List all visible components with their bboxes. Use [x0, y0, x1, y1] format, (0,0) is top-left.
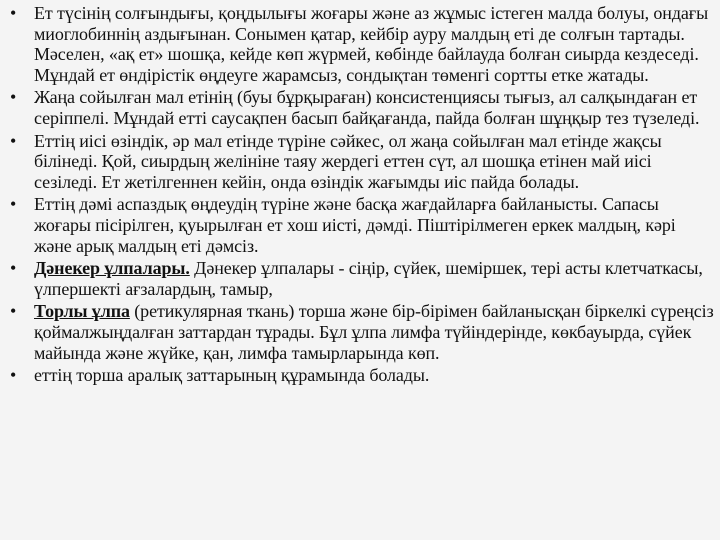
bullet-text: Жаңа сойылған мал етінің (буы бұрқыраған) консистенциясы тығыз, ал салқындаған ет серіппелі. Мұндай етті саусақпен басып байқағанда, пайда болған шұңқыр тез түзеледі. — [34, 87, 700, 128]
bullet-dot-icon: • — [10, 365, 17, 386]
bullet-list — [8, 3, 714, 386]
bullet-item-intercellular — [8, 365, 714, 386]
bullet-lead-term: Торлы ұлпа — [34, 301, 130, 322]
bullet-dot-icon: • — [10, 3, 17, 23]
bullet-text: Еттің иісі өзіндік, әр мал етінде түріне сәйкес, ол жаңа сойылған мал етінде жақсы білінеді. Қой, сиырдың желініне таяу жердегі еттен сүт, ал шошқа етінен май иісі сезіледі. Ет жетілгеннен кейін, онда өзіндік жағымды иіс пайда болады. — [34, 130, 662, 192]
bullet-dot-icon: • — [10, 130, 17, 151]
bullet-item-consistency — [8, 87, 714, 128]
bullet-item-smell — [8, 131, 714, 193]
bullet-item-connective-tissue — [8, 258, 714, 299]
bullet-text: Дәнекер ұлпалары - сіңір, сүйек, шеміршек, тері асты клетчаткасы, үлпершекті ағзалардың, тамыр, — [34, 258, 703, 299]
bullet-text: Ет түсінің солғындығы, қоңдылығы жоғары және аз жұмыс істеген малда болуы, ондағы миоглобиннің аздығынан. Сонымен қатар, кейбір ауру малдың еті де солғын тартады. Мәселен, «ақ ет» шошқа, кейде көп жүрмей, көбінде байлауда болған сиырда кездеседі. Мұндай ет өндірістік өңдеуге жарамсыз, сондықтан төменгі сортты етке жатады. — [34, 3, 709, 85]
bullet-lead-term: Дәнекер ұлпалары. — [34, 258, 190, 279]
bullet-dot-icon: • — [10, 258, 17, 279]
bullet-text: Еттің дәмі аспаздық өңдеудің түріне және басқа жағдайларға байланысты. Сапасы жоғары пісірілген, қуырылған ет хош иісті, дәмді. Піштірілмеген еркек малдың, кәрі және арық малдың еті дәмсіз. — [34, 194, 676, 256]
bullet-text: еттің торша аралық заттарының құрамында болады. — [34, 365, 430, 386]
bullet-item-taste — [8, 194, 714, 256]
bullet-item-meat-color — [8, 3, 714, 85]
bullet-dot-icon: • — [10, 87, 17, 108]
bullet-item-reticular-tissue — [8, 301, 714, 363]
bullet-text: (ретикулярная ткань) торша және бір-бірімен байланысқан біркелкі сүреңсіз қоймалжыңдалған заттардан тұрады. Бұл ұлпа лимфа түйіндерінде, көкбауырда, сүйек майында және жүйке, қан, лимфа тамырларында көп. — [34, 301, 714, 363]
bullet-dot-icon: • — [10, 194, 17, 215]
bullet-dot-icon: • — [10, 301, 17, 322]
slide-content — [8, 3, 714, 388]
